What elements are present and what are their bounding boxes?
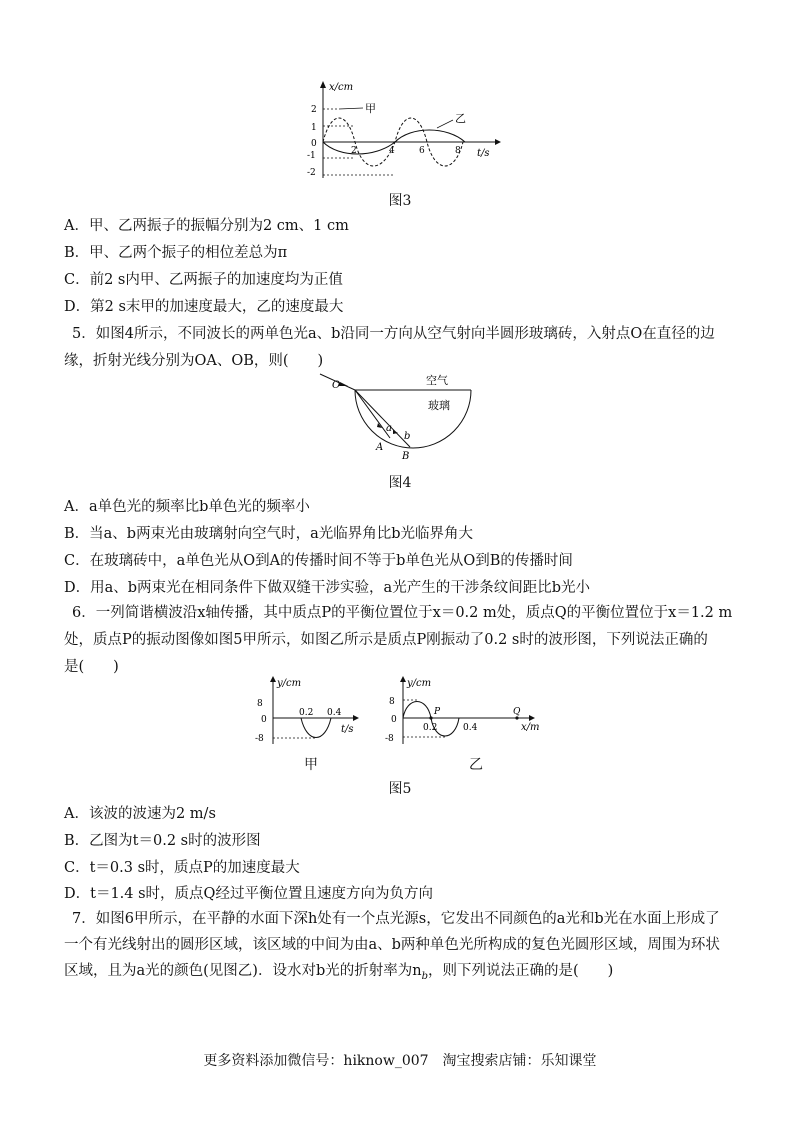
fig3-xtick: 4 [389,146,395,156]
q7-stem-line-1: 7．如图6甲所示，在平静的水面下深h处有一个点光源s，它发出不同颜色的a光和b光在水面上形成了 [72,911,720,927]
footer-text: 更多资料添加微信号：hiknow_007 淘宝搜索店铺：乐知课堂 [203,1053,597,1069]
fig4-label-air: 空气 [426,374,448,387]
q5-option-a: A．a单色光的频率比b单色光的频率小 [64,499,310,515]
q5-option-c: C．在玻璃砖中，a单色光从O到A的传播时间不等于b单色光从O到B的传播时间 [64,553,573,569]
fig5-jia-xtick: 0.4 [327,708,342,718]
figure-5-yi-subcaption: 乙 [469,757,483,773]
fig3-ytick: -1 [307,151,316,161]
q7-stem-subscript: b [421,970,428,982]
fig3-ytick: 2 [311,105,317,115]
q4-option-d: D．第2 s末甲的加速度最大，乙的速度最大 [64,299,344,315]
fig3-ytick: 0 [311,139,317,149]
q6-option-d: D．t＝1.4 s时，质点Q经过平衡位置且速度方向为负方向 [64,886,433,902]
fig5-yi-ytick: 8 [389,697,395,707]
q7-stem-line-2: 一个有光线射出的圆形区域，该区域的中间为由a、b两种单色光所构成的复色光圆形区域，周围为环状 [64,937,720,953]
figure-5-caption: 图5 [388,781,412,797]
q4-option-b: B．甲、乙两个振子的相位差总为π [64,245,288,261]
fig5-yi-y-label: y/cm [407,678,432,689]
fig5-yi-xtick: 0.4 [463,723,478,733]
fig5-yi-label-p: P [434,707,441,717]
fig5-yi-label-q: Q [513,707,521,717]
figure-4-diagram [318,370,488,466]
fig4-label-glass: 玻璃 [428,399,450,412]
q6-option-b: B．乙图为t＝0.2 s时的波形图 [64,833,261,849]
fig5-jia-x-label: t/s [341,724,354,735]
fig4-label-B: B [402,451,410,462]
fig5-jia-ytick: -8 [255,734,264,744]
fig5-yi-ytick: 0 [391,715,397,725]
fig4-label-a: a [386,423,392,434]
fig5-jia-curve [301,718,331,738]
q7-stem-line-3-tail: ，则下列说法正确的是( ) [427,963,614,979]
q6-option-a: A．该波的波速为2 m/s [64,806,216,822]
fig3-label-jia: 甲 [365,102,376,115]
q5-option-d: D．用a、b两束光在相同条件下做双缝干涉实验，a光产生的干涉条纹间距比b光小 [64,580,590,596]
q4-option-a: A．甲、乙两振子的振幅分别为2 cm、1 cm [64,218,349,234]
fig3-xtick: 2 [351,146,357,156]
fig5-jia-ytick: 0 [261,715,267,725]
fig5-jia-xtick: 0.2 [299,708,314,718]
fig4-label-o: O [332,380,341,391]
q5-stem-line-2: 缘，折射光线分别为OA、OB，则( ) [64,353,324,369]
fig5-yi-x-label: x/m [521,722,540,733]
fig4-label-b: b [404,431,411,442]
fig3-y-label: x/cm [329,82,354,93]
fig3-xtick: 6 [419,146,425,156]
figure-3-caption: 图3 [388,193,412,209]
q6-stem-line-2: 处，质点P的振动图像如图5甲所示，如图乙所示是质点P刚振动了0.2 s时的波形图，下列说法正确的 [64,632,708,648]
fig5-jia-y-label: y/cm [277,678,302,689]
q5-stem-line-1: 5．如图4所示，不同波长的两单色光a、b沿同一方向从空气射向半圆形玻璃砖，入射点O在直径的边 [72,326,715,342]
fig3-ytick: 1 [311,123,317,133]
fig3-label-yi: 乙 [455,112,466,125]
figure-4-caption: 图4 [388,475,412,491]
fig3-ytick: -2 [307,168,316,178]
fig4-semicircle [355,390,471,448]
q6-stem-line-3: 是( ) [64,659,119,675]
q7-stem-line-3-text: 区域，且为a光的颜色(见图乙)．设水对b光的折射率为n [64,963,422,979]
q6-stem-line-1: 6．一列简谐横波沿x轴传播，其中质点P的平衡位置位于x＝0.2 m处，质点Q的平衡位置位于x＝1.2 m [72,605,733,621]
fig5-yi-xtick: 0.2 [423,723,438,733]
fig3-x-label: t/s [477,148,490,159]
q4-option-c: C．前2 s内甲、乙两振子的加速度均为正值 [64,272,343,288]
figure-3-graph [305,78,505,183]
fig5-yi-ytick: -8 [385,734,394,744]
figure-5-jia-subcaption: 甲 [304,757,318,773]
fig3-xtick: 8 [455,146,461,156]
q5-option-b: B．当a、b两束光由玻璃射向空气时，a光临界角比b光临界角大 [64,526,474,542]
q7-stem-line-3 [64,961,754,987]
fig5-jia-ytick: 8 [257,699,263,709]
fig4-label-A: A [376,442,384,453]
q6-option-c: C．t＝0.3 s时，质点P的加速度最大 [64,860,300,876]
